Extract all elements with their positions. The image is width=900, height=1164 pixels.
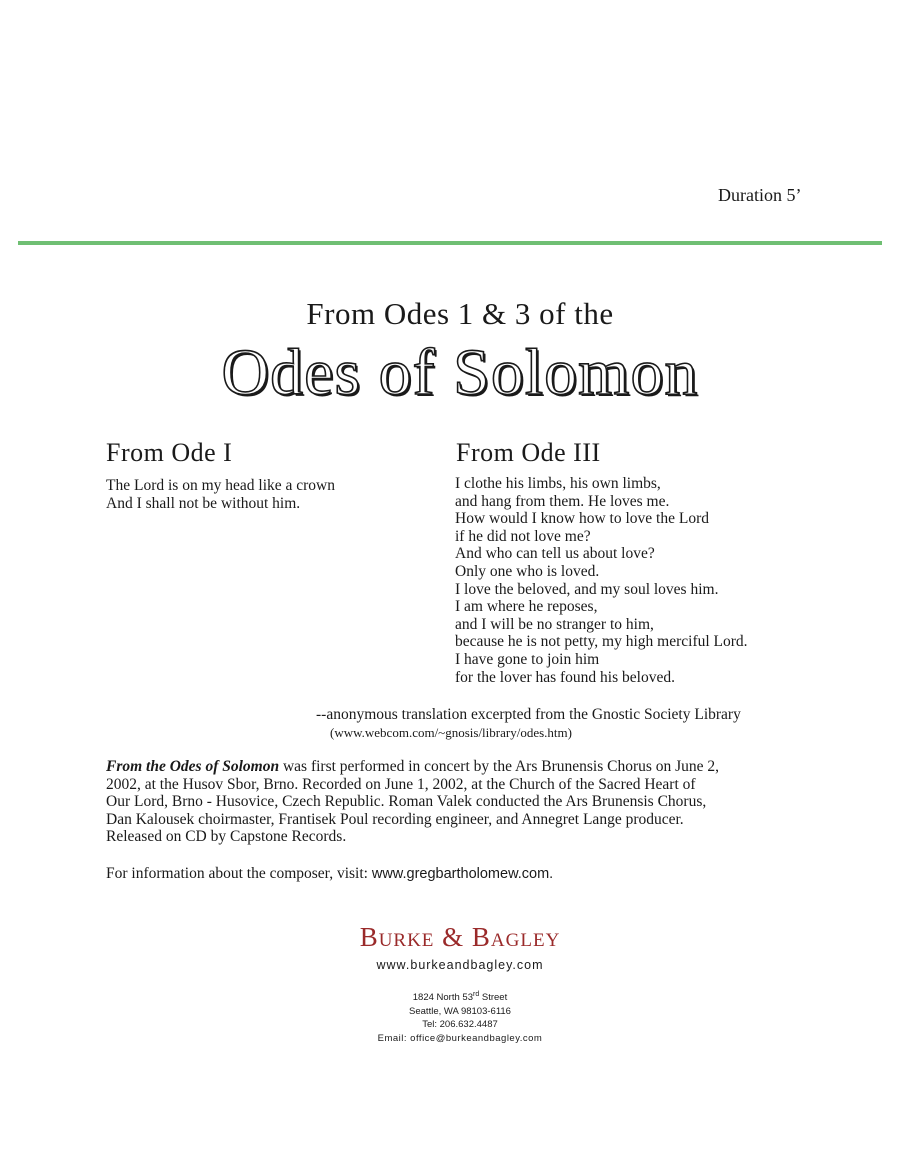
work-title: From the Odes of Solomon <box>106 758 280 775</box>
duration-label: Duration 5’ <box>718 185 802 205</box>
page-title: Odes of Solomon <box>221 336 699 409</box>
poem-line: for the lover has found his beloved. <box>455 668 675 686</box>
performance-line: 2002, at the Husov Sbor, Brno. Recorded on June 1, 2002, at the Church of the Sacred Heart of <box>106 775 696 793</box>
performance-line: Released on CD by Capstone Records. <box>106 828 347 846</box>
ode-one-heading: From Ode I <box>106 438 233 467</box>
street-word: Street <box>479 992 508 1004</box>
translation-credit: --anonymous translation excerpted from the Gnostic Society Library <box>316 706 741 723</box>
performance-line: Dan Kalousek choirmaster, Frantisek Poul recording engineer, and Annegret Lange producer. <box>106 810 684 828</box>
poem-line: and I will be no stranger to him, <box>455 615 654 633</box>
poem-line: if he did not love me? <box>455 527 591 545</box>
poem-line: I love the beloved, and my soul loves him. <box>455 580 719 598</box>
poem-line: I clothe his limbs, his own limbs, <box>455 475 661 492</box>
translation-source-url: (www.webcom.com/~gnosis/library/odes.htm) <box>330 725 572 740</box>
poem-line: The Lord is on my head like a crown <box>106 477 335 494</box>
poem-line: And I shall not be without him. <box>106 494 301 512</box>
poem-line: How would I know how to love the Lord <box>455 510 709 528</box>
poem-line: And who can tell us about love? <box>455 545 655 563</box>
publisher-website-link[interactable]: www.burkeandbagley.com <box>376 958 544 972</box>
composer-info <box>106 865 553 883</box>
publisher-address <box>0 988 900 1045</box>
address-phone: Tel: 206.632.4487 <box>422 1019 498 1031</box>
poem-line: I have gone to join him <box>455 650 600 668</box>
address-city: Seattle, WA 98103-6116 <box>409 1005 511 1017</box>
ode-one-text <box>106 477 335 512</box>
street-number: 1824 North 53 <box>412 992 473 1004</box>
composer-website-link[interactable]: www.gregbartholomew.com. <box>371 866 554 882</box>
publisher-logo: Burke & Bagley <box>359 922 561 952</box>
ode-three-heading: From Ode III <box>456 438 601 467</box>
address-street <box>0 988 900 1005</box>
composer-info-text: For information about the composer, visit: <box>106 865 372 882</box>
address-email[interactable]: Email: office@burkeandbagley.com <box>377 1032 543 1044</box>
performance-notes <box>106 758 806 846</box>
poem-line: I am where he reposes, <box>455 598 598 616</box>
poem-line: Only one who is loved. <box>455 562 600 580</box>
performance-line <box>106 758 806 776</box>
poem-line: because he is not petty, my high merciful Lord. <box>455 633 748 651</box>
street-ordinal: rd <box>472 991 480 998</box>
ode-three-text <box>455 475 748 686</box>
poem-line: and hang from them. He loves me. <box>455 492 670 510</box>
performance-line-rest: was first performed in concert by the Ars Brunensis Chorus on June 2, <box>279 758 720 775</box>
divider-rule <box>18 241 882 245</box>
performance-line: Our Lord, Brno - Husovice, Czech Republic. Roman Valek conducted the Ars Brunensis Chorus, <box>106 793 707 811</box>
title-prefix: From Odes 1 & 3 of the <box>306 296 614 331</box>
